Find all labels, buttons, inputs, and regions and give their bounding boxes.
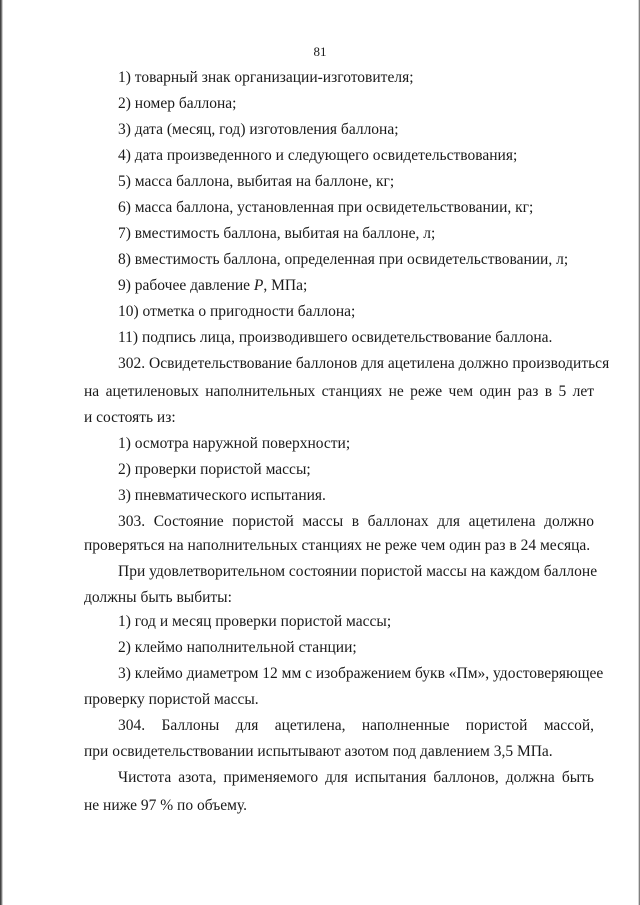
list-item: 7) вместимость баллона, выбитая на баллоне, л; bbox=[118, 225, 436, 242]
item-9-suffix: , МПа; bbox=[263, 277, 308, 294]
paragraph-purity-line-2: не ниже 97 % по объему. bbox=[84, 797, 248, 814]
paragraph-302-line-3: и состоять из: bbox=[84, 409, 176, 426]
list-item: 3) дата (месяц, год) изготовления баллона; bbox=[118, 121, 399, 138]
paragraph-303-line-1: 303. Состояние пористой массы в баллонах для ацетилена должно bbox=[118, 513, 594, 530]
pressure-symbol: P bbox=[253, 277, 264, 294]
list-item: 4) дата произведенного и следующего освидетельствования; bbox=[118, 147, 518, 164]
paragraph-303-line-2: проверяться на наполнительных станциях не реже чем один раз в 24 месяца. bbox=[84, 537, 591, 554]
list-item: 10) отметка о пригодности баллона; bbox=[118, 303, 356, 320]
paragraph-304-line-1: 304. Баллоны для ацетилена, наполненные пористой массой, bbox=[118, 717, 594, 734]
list-item: 1) осмотра наружной поверхности; bbox=[118, 435, 351, 452]
item-9-prefix: 9) рабочее давление bbox=[118, 277, 254, 294]
paragraph-304-line-2: при освидетельствовании испытывают азотом под давлением 3,5 МПа. bbox=[84, 743, 553, 760]
list-item: 8) вместимость баллона, определенная при освидетельствовании, л; bbox=[118, 251, 569, 268]
scan-edge-left bbox=[0, 0, 3, 905]
paragraph-302-line-2: на ацетиленовых наполнительных станциях не реже чем один раз в 5 лет bbox=[84, 383, 594, 400]
paragraph-satisfactory-line-1: При удовлетворительном состоянии пористой массы на каждом баллоне bbox=[118, 563, 598, 580]
page-number: 81 bbox=[313, 44, 327, 59]
list-item: 2) проверки пористой массы; bbox=[118, 461, 311, 478]
paragraph-302-line-1: 302. Освидетельствование баллонов для ацетилена должно производиться bbox=[118, 355, 610, 372]
list-item-pressure bbox=[118, 276, 307, 296]
list-item: 3) пневматического испытания. bbox=[118, 487, 326, 504]
list-item: 11) подпись лица, производившего освидетельствование баллона. bbox=[118, 329, 553, 346]
list-item: 2) номер баллона; bbox=[118, 95, 237, 112]
list-item: 1) год и месяц проверки пористой массы; bbox=[118, 613, 392, 630]
list-item: 6) масса баллона, установленная при освидетельствовании, кг; bbox=[118, 199, 534, 216]
paragraph-satisfactory-line-2: должны быть выбиты: bbox=[84, 589, 232, 606]
list-item-stamp-line-2: проверку пористой массы. bbox=[84, 691, 259, 708]
paragraph-purity-line-1: Чистота азота, применяемого для испытания баллонов, должна быть bbox=[118, 769, 594, 786]
list-item: 2) клеймо наполнительной станции; bbox=[118, 639, 357, 656]
list-item: 5) масса баллона, выбитая на баллоне, кг; bbox=[118, 173, 395, 190]
list-item-stamp-line-1: 3) клеймо диаметром 12 мм с изображением букв «Пм», удостоверяющее bbox=[118, 665, 604, 682]
list-item: 1) товарный знак организации-изготовителя; bbox=[118, 69, 414, 86]
